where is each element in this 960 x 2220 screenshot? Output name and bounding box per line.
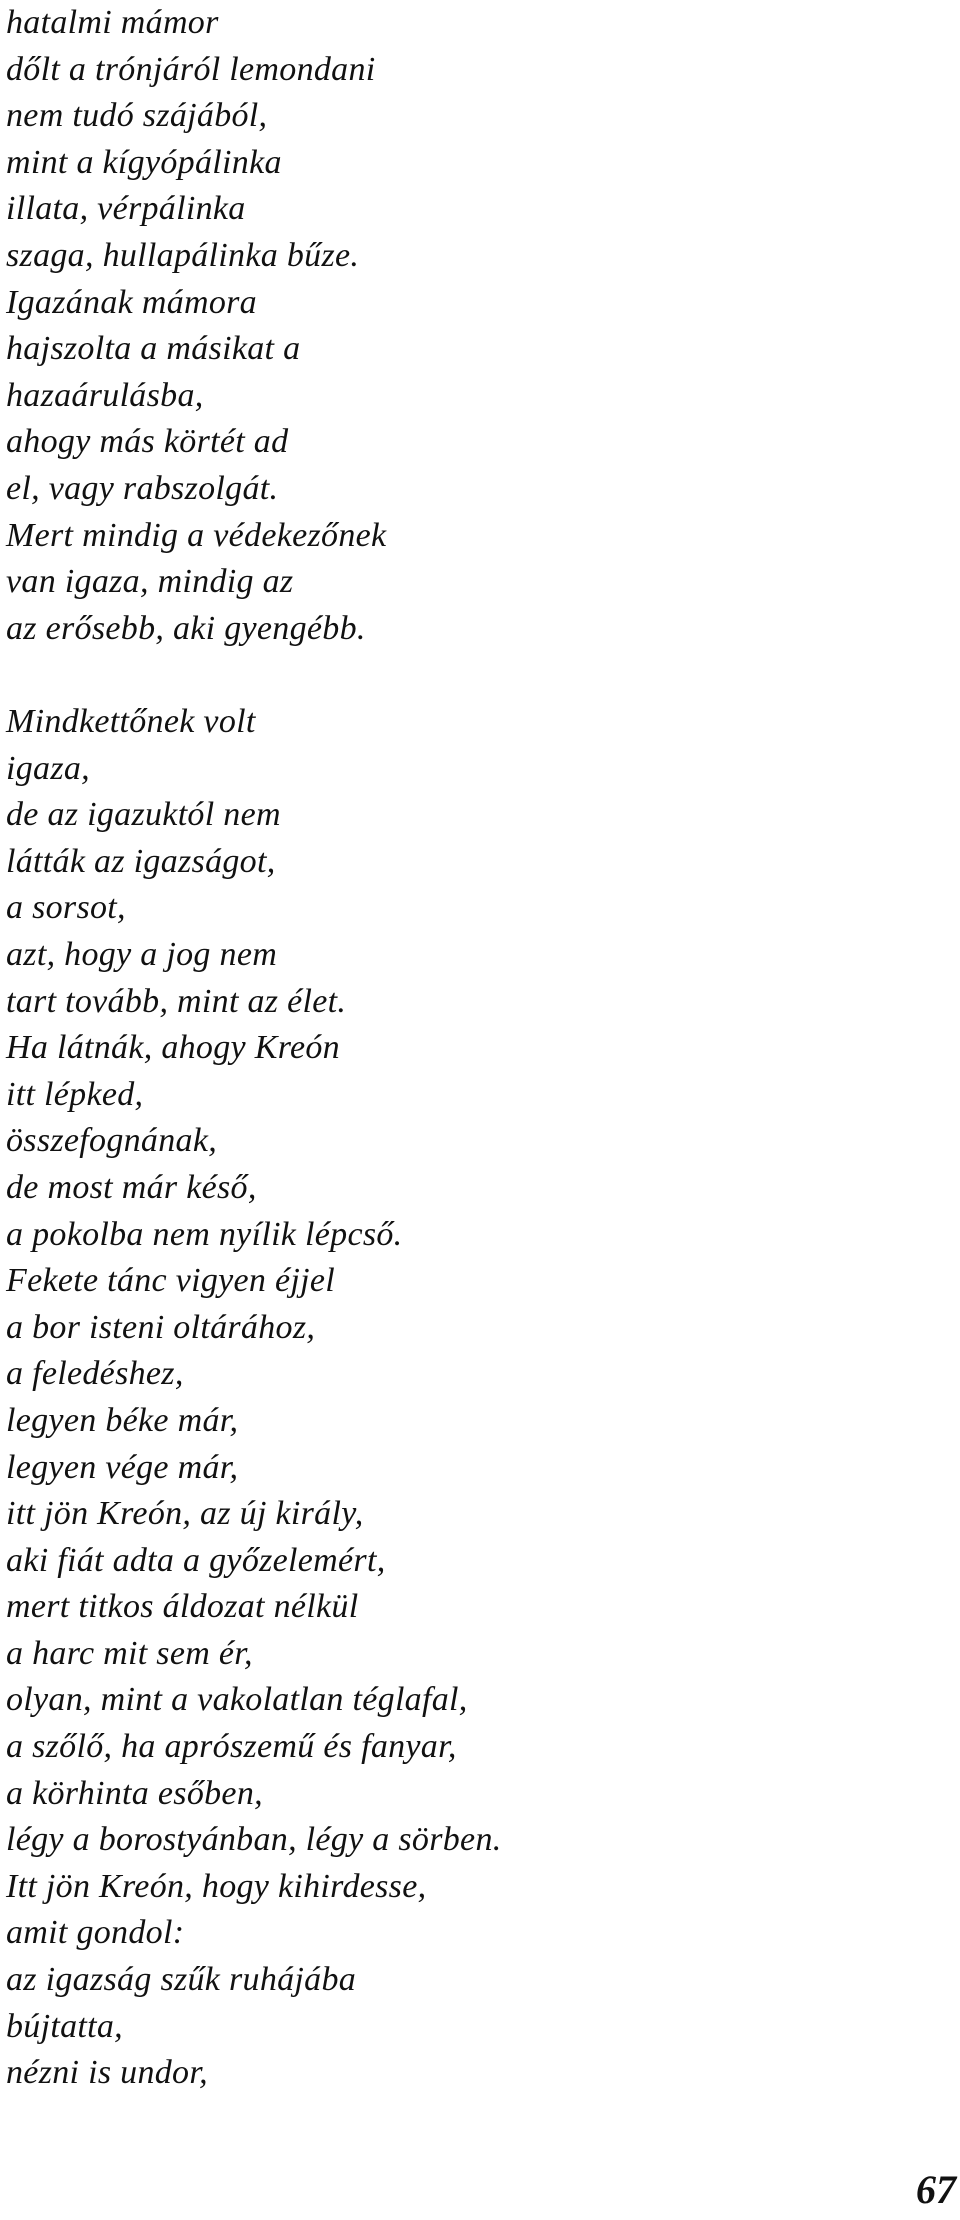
poem-line: legyen béke már, — [6, 1401, 239, 1439]
poem-line: azt, hogy a jog nem — [6, 935, 278, 973]
poem-line: itt lépked, — [6, 1075, 144, 1113]
poem-line: Mindkettőnek volt — [6, 703, 256, 740]
poem-line: tart tovább, mint az élet. — [6, 982, 347, 1020]
poem-line: igaza, — [6, 749, 90, 787]
poem-line: bújtatta, — [6, 2007, 123, 2045]
poem-line: nézni is undor, — [6, 2054, 208, 2092]
poem-line: a harc mit sem ér, — [6, 1634, 253, 1672]
poem-line: amit gondol: — [6, 1914, 185, 1952]
stanza-2 — [6, 699, 502, 2097]
poem-line: az igazság szűk ruhájába — [6, 1961, 357, 1999]
poem-line: hazaárulásba, — [6, 376, 204, 414]
poem-line: szaga, hullapálinka bűze. — [6, 236, 360, 274]
poem-line: ahogy más körtét ad — [6, 423, 289, 461]
poem-line: összefognának, — [6, 1122, 218, 1160]
poem-line: Itt jön Kreón, hogy kihirdesse, — [6, 1867, 427, 1905]
poem-line: dőlt a trónjáról lemondani — [6, 50, 376, 88]
poem-line: a feledéshez, — [6, 1355, 184, 1393]
page-number: 67 — [916, 2167, 956, 2212]
poem-line: el, vagy rabszolgát. — [6, 469, 279, 507]
poem-line: Mert mindig a védekezőnek — [6, 516, 387, 554]
poem-line: az erősebb, aki gyengébb. — [6, 609, 366, 647]
poem-line: a sorsot, — [6, 889, 126, 927]
poem-line: illata, vérpálinka — [6, 190, 246, 228]
poem-line: olyan, mint a vakolatlan téglafal, — [6, 1681, 468, 1719]
poem-line: de az igazuktól nem — [6, 796, 281, 834]
poem-line: de most már késő, — [6, 1168, 257, 1206]
poem-line: Fekete tánc vigyen éjjel — [6, 1262, 336, 1300]
poem-line: a pokolba nem nyílik lépcső. — [6, 1215, 403, 1253]
poem-line: aki fiát adta a győzelemért, — [6, 1541, 386, 1579]
poem-line: Ha látnák, ahogy Kreón — [6, 1029, 340, 1067]
poem-line: legyen vége már, — [6, 1448, 239, 1486]
poem-line: hajszolta a másikat a — [6, 330, 301, 368]
poem-line: hatalmi mámor — [6, 4, 219, 41]
poem-line: a szőlő, ha aprószemű és fanyar, — [6, 1728, 457, 1766]
poem-line: itt jön Kreón, az új király, — [6, 1495, 364, 1533]
poem-line: van igaza, mindig az — [6, 563, 294, 601]
poem-line: látták az igazságot, — [6, 842, 276, 880]
poem-line: mint a kígyópálinka — [6, 143, 282, 181]
poem-line: nem tudó szájából, — [6, 97, 268, 135]
poem-line: a bor isteni oltárához, — [6, 1308, 316, 1346]
poem-line: a körhinta esőben, — [6, 1774, 263, 1812]
poem-line: légy a borostyánban, légy a sörben. — [6, 1821, 502, 1859]
poem-line: mert titkos áldozat nélkül — [6, 1588, 359, 1626]
stanza-1 — [6, 0, 386, 652]
poem-line: Igazának mámora — [6, 283, 257, 321]
